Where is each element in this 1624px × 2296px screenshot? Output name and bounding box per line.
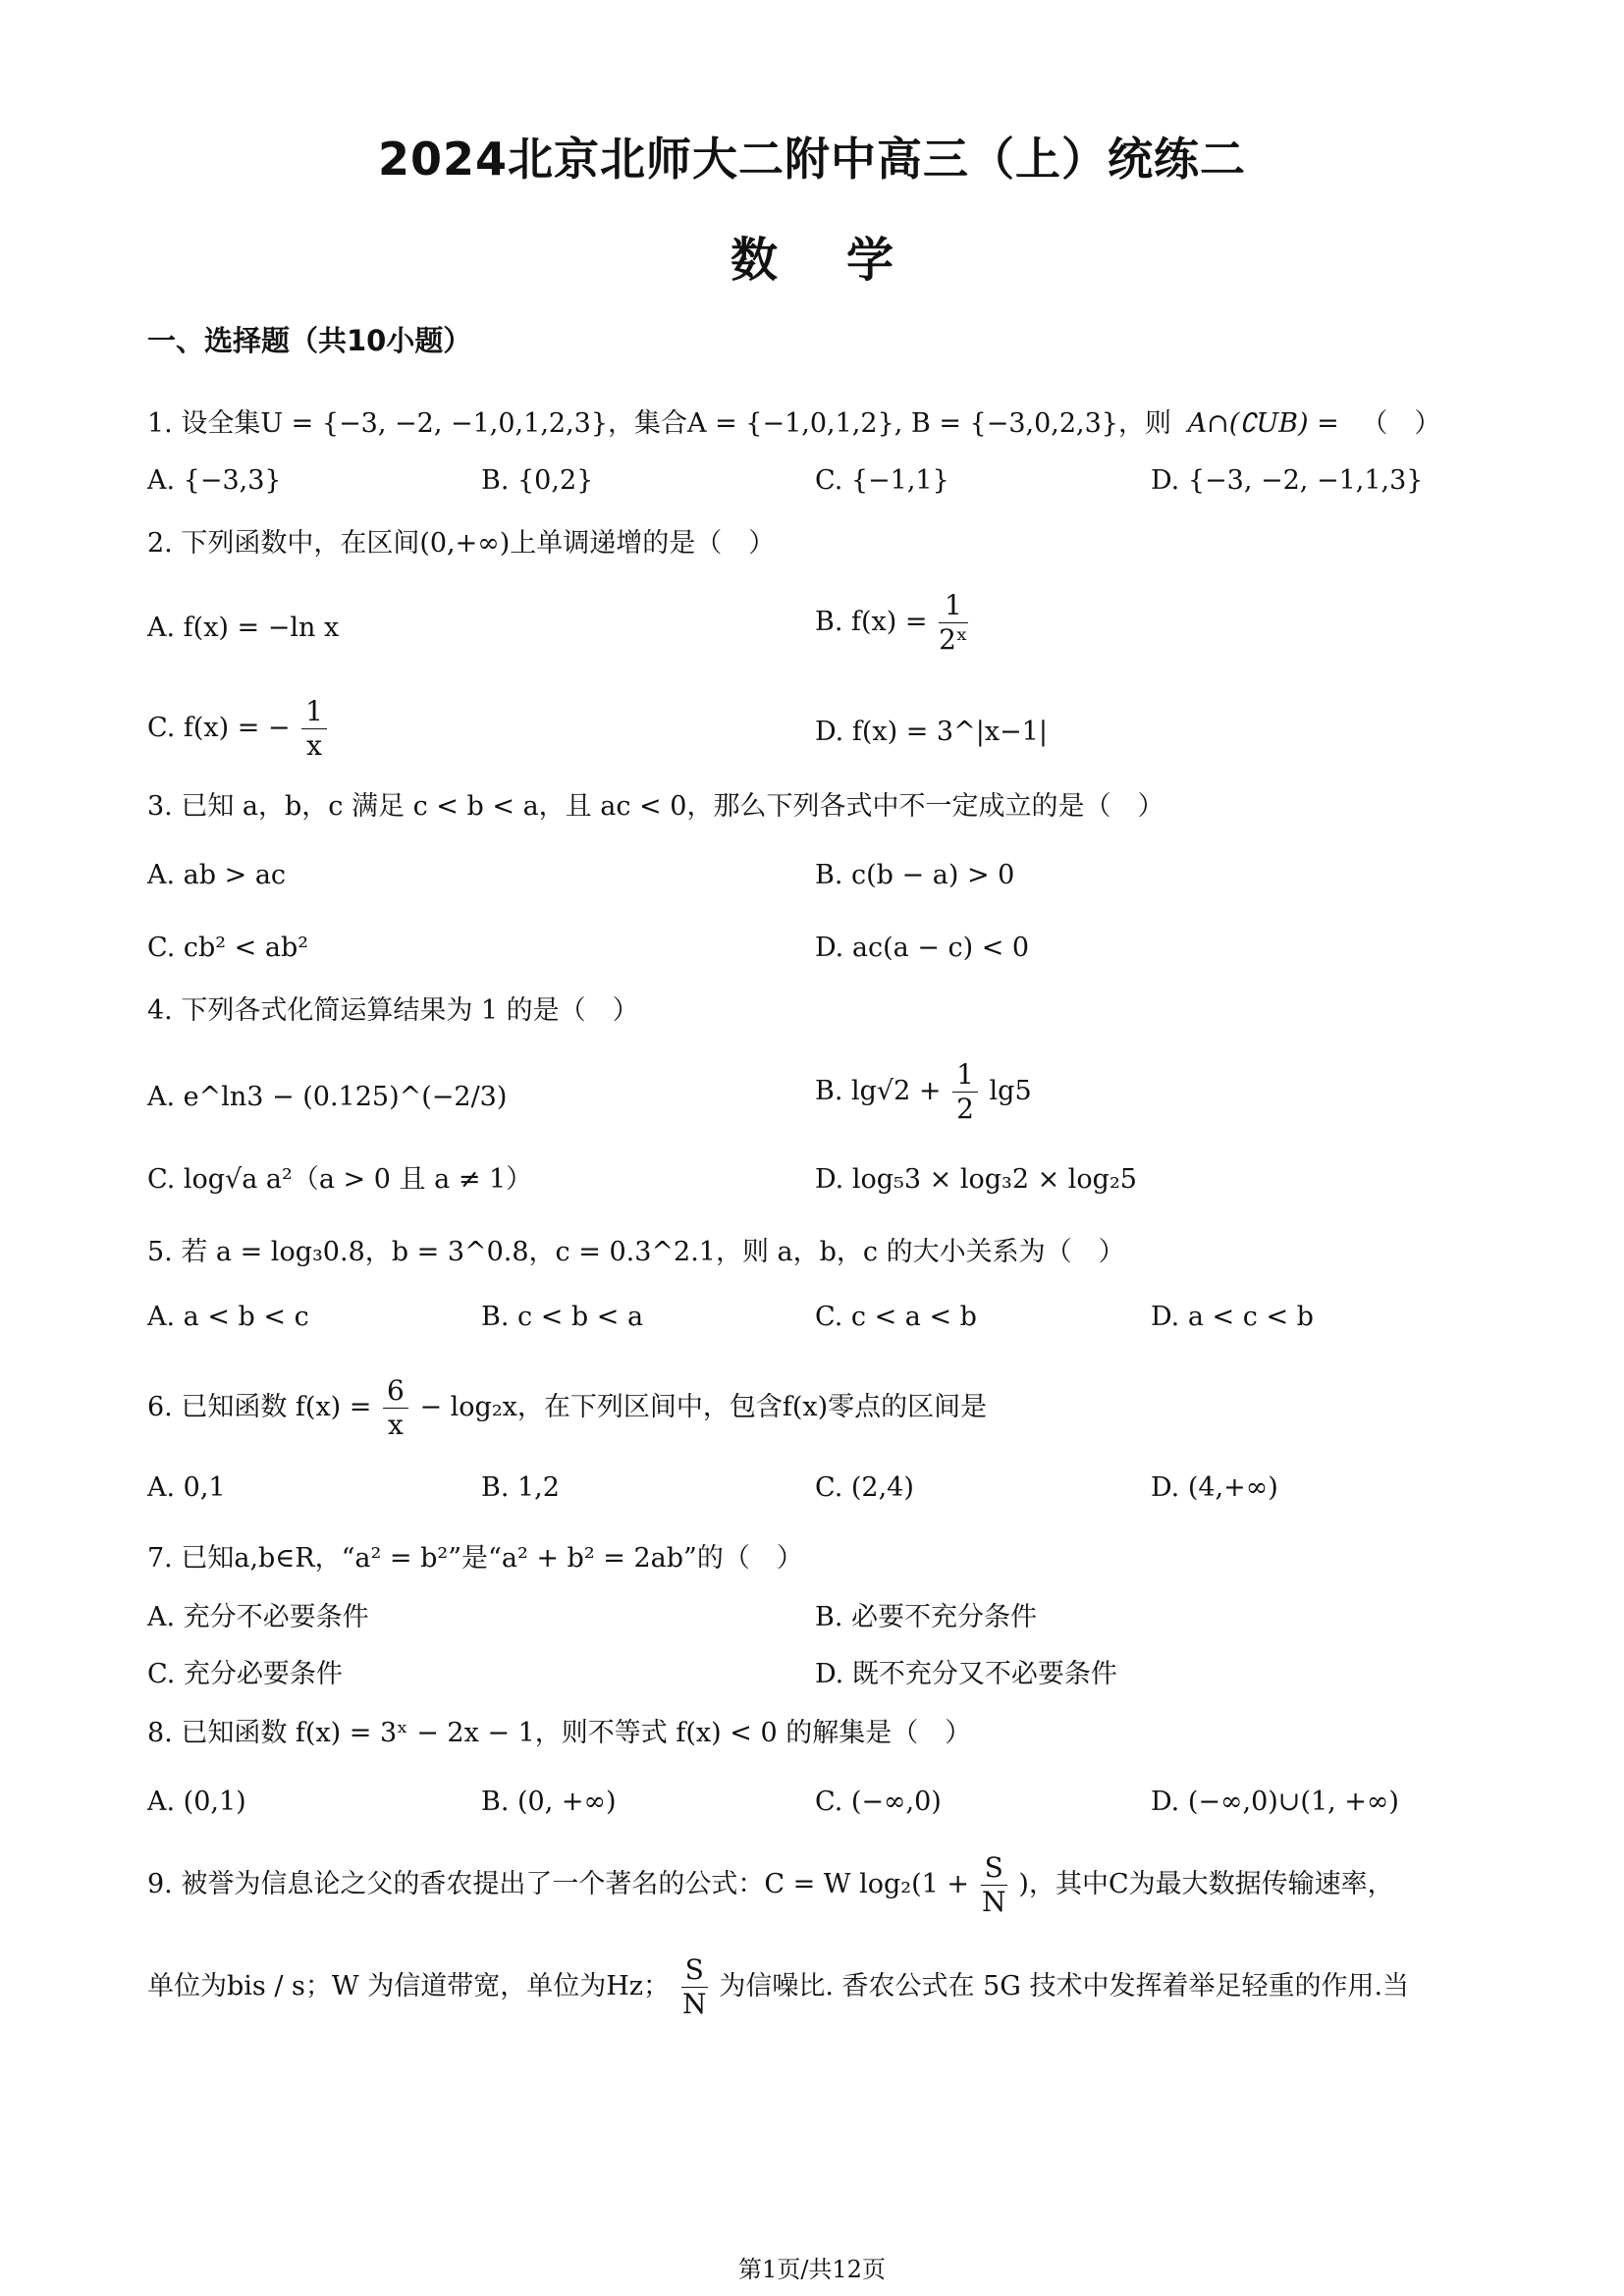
fraction-numerator: S bbox=[981, 1851, 1007, 1886]
question-1-option-d: D. {−3, −2, −1,1,3} bbox=[1151, 465, 1424, 496]
question-8-option-c: C. (−∞,0) bbox=[815, 1787, 942, 1817]
question-6-option-c: C. (2,4) bbox=[815, 1472, 914, 1503]
question-2-option-c bbox=[147, 695, 330, 763]
section-heading: 一、选择题（共10小题） bbox=[147, 324, 472, 357]
fraction-numerator: 6 bbox=[383, 1374, 408, 1409]
question-7-option-b: B. 必要不充分条件 bbox=[815, 1602, 1038, 1632]
question-9-line-2-suffix: 为信噪比. 香农公式在 5G 技术中发挥着举足轻重的作用.当 bbox=[719, 1971, 1410, 2002]
question-1-expression: A∩(∁UB) = bbox=[1187, 408, 1339, 439]
question-3-stem: 3. 已知 a，b，c 满足 c < b < a，且 ac < 0，那么下列各式中不一定成立的是（ ） bbox=[147, 791, 1164, 822]
question-4-option-b bbox=[815, 1058, 1032, 1126]
fraction-denominator: N bbox=[981, 1886, 1006, 1918]
question-7-option-c: C. 充分必要条件 bbox=[147, 1659, 343, 1689]
question-6-option-a: A. 0,1 bbox=[147, 1472, 226, 1503]
question-2-option-b-fraction bbox=[939, 589, 968, 657]
fraction-denominator: 2 bbox=[956, 1093, 974, 1125]
question-1-option-b: B. {0,2} bbox=[481, 465, 594, 496]
question-2-option-d: D. f(x) = 3^|x−1| bbox=[815, 717, 1048, 747]
question-2-option-c-prefix: C. f(x) = − bbox=[147, 713, 291, 743]
question-7-option-d: D. 既不充分又不必要条件 bbox=[815, 1659, 1117, 1689]
question-4-option-b-fraction bbox=[952, 1058, 978, 1126]
question-4-option-a: A. e^ln3 − (0.125)^(−2/3) bbox=[147, 1082, 508, 1112]
question-7-stem: 7. 已知a,b∈R，“a² = b²”是“a² + b² = 2ab”的（ ） bbox=[147, 1543, 803, 1574]
question-2-option-b-prefix: B. f(x) = bbox=[815, 607, 928, 637]
question-2-stem: 2. 下列函数中，在区间(0,+∞)上单调递增的是（ ） bbox=[147, 528, 776, 559]
question-8-option-a: A. (0,1) bbox=[147, 1787, 246, 1817]
question-5-option-d: D. a < c < b bbox=[1151, 1302, 1314, 1332]
page-footer: 第1页/共12页 bbox=[738, 2256, 886, 2283]
question-3-option-c: C. cb² < ab² bbox=[147, 933, 309, 963]
question-2-option-a: A. f(x) = −ln x bbox=[147, 613, 340, 643]
question-5-option-c: C. c < a < b bbox=[815, 1302, 977, 1332]
question-2-option-b bbox=[815, 589, 971, 657]
question-9-line-1-suffix: )，其中C为最大数据传输速率， bbox=[1018, 1869, 1394, 1899]
fraction-denominator: N bbox=[681, 1988, 707, 2020]
question-9-snr-fraction bbox=[681, 1953, 708, 2021]
question-6-option-b: B. 1,2 bbox=[481, 1472, 560, 1503]
question-6-prefix: 6. 已知函数 f(x) = bbox=[147, 1392, 372, 1422]
question-8-option-d: D. (−∞,0)∪(1, +∞) bbox=[1151, 1787, 1399, 1817]
question-6-stem bbox=[147, 1374, 987, 1442]
fraction-denominator: x bbox=[306, 729, 322, 762]
question-8-stem: 8. 已知函数 f(x) = 3ˣ − 2x − 1，则不等式 f(x) < 0 的解集是（ ） bbox=[147, 1718, 972, 1748]
question-9-line-2-prefix: 单位为bis / s；W 为信道带宽，单位为Hz； bbox=[147, 1971, 670, 2002]
question-4-option-b-suffix: lg5 bbox=[989, 1076, 1032, 1106]
fraction-numerator: S bbox=[681, 1953, 708, 1988]
question-6-fraction bbox=[383, 1374, 408, 1442]
question-8-option-b: B. (0, +∞) bbox=[481, 1787, 617, 1817]
question-1-stem bbox=[147, 404, 1440, 444]
question-3-option-b: B. c(b − a) > 0 bbox=[815, 860, 1015, 890]
fraction-numerator: 1 bbox=[301, 695, 327, 729]
question-1-option-c: C. {−1,1} bbox=[815, 465, 949, 496]
question-5-stem: 5. 若 a = log₃0.8，b = 3^0.8，c = 0.3^2.1，则 a，b，c 的大小关系为（ ） bbox=[147, 1237, 1125, 1267]
question-4-option-d: D. log₅3 × log₃2 × log₂5 bbox=[815, 1164, 1137, 1195]
question-3-option-d: D. ac(a − c) < 0 bbox=[815, 933, 1030, 963]
question-1-option-a: A. {−3,3} bbox=[147, 465, 282, 496]
question-4-stem: 4. 下列各式化简运算结果为 1 的是（ ） bbox=[147, 995, 639, 1026]
fraction-numerator: 1 bbox=[952, 1058, 978, 1093]
fraction-numerator: 1 bbox=[939, 589, 968, 623]
exam-title: 2024北京北师大二附中高三（上）统练二 bbox=[377, 133, 1247, 186]
subject-title: 数学 bbox=[730, 233, 962, 288]
fraction-denominator: x bbox=[388, 1409, 404, 1441]
question-1-blank: （ ） bbox=[1361, 408, 1441, 439]
question-4-option-b-prefix: B. lg√2 + bbox=[815, 1076, 942, 1106]
question-5-option-b: B. c < b < a bbox=[481, 1302, 644, 1332]
question-7-option-a: A. 充分不必要条件 bbox=[147, 1602, 369, 1632]
question-9-fraction bbox=[981, 1851, 1007, 1919]
question-4-option-c: C. log√a a²（a > 0 且 a ≠ 1） bbox=[147, 1164, 533, 1195]
question-9-line-1-prefix: 9. 被誉为信息论之父的香农提出了一个著名的公式：C = W log₂(1 + bbox=[147, 1869, 970, 1899]
question-6-option-d: D. (4,+∞) bbox=[1151, 1472, 1278, 1503]
question-9-line-1 bbox=[147, 1851, 1394, 1919]
question-1-text: 1. 设全集U = {−3, −2, −1,0,1,2,3}，集合A = {−1,0,1,2}, B = {−3,0,2,3}，则 bbox=[147, 408, 1171, 439]
fraction-denominator: 2ˣ bbox=[939, 623, 968, 656]
question-3-option-a: A. ab > ac bbox=[147, 860, 287, 890]
question-9-line-2 bbox=[147, 1953, 1409, 2021]
question-6-suffix: − log₂x，在下列区间中，包含f(x)零点的区间是 bbox=[419, 1392, 988, 1422]
question-5-option-a: A. a < b < c bbox=[147, 1302, 309, 1332]
question-2-option-c-fraction bbox=[301, 695, 327, 763]
